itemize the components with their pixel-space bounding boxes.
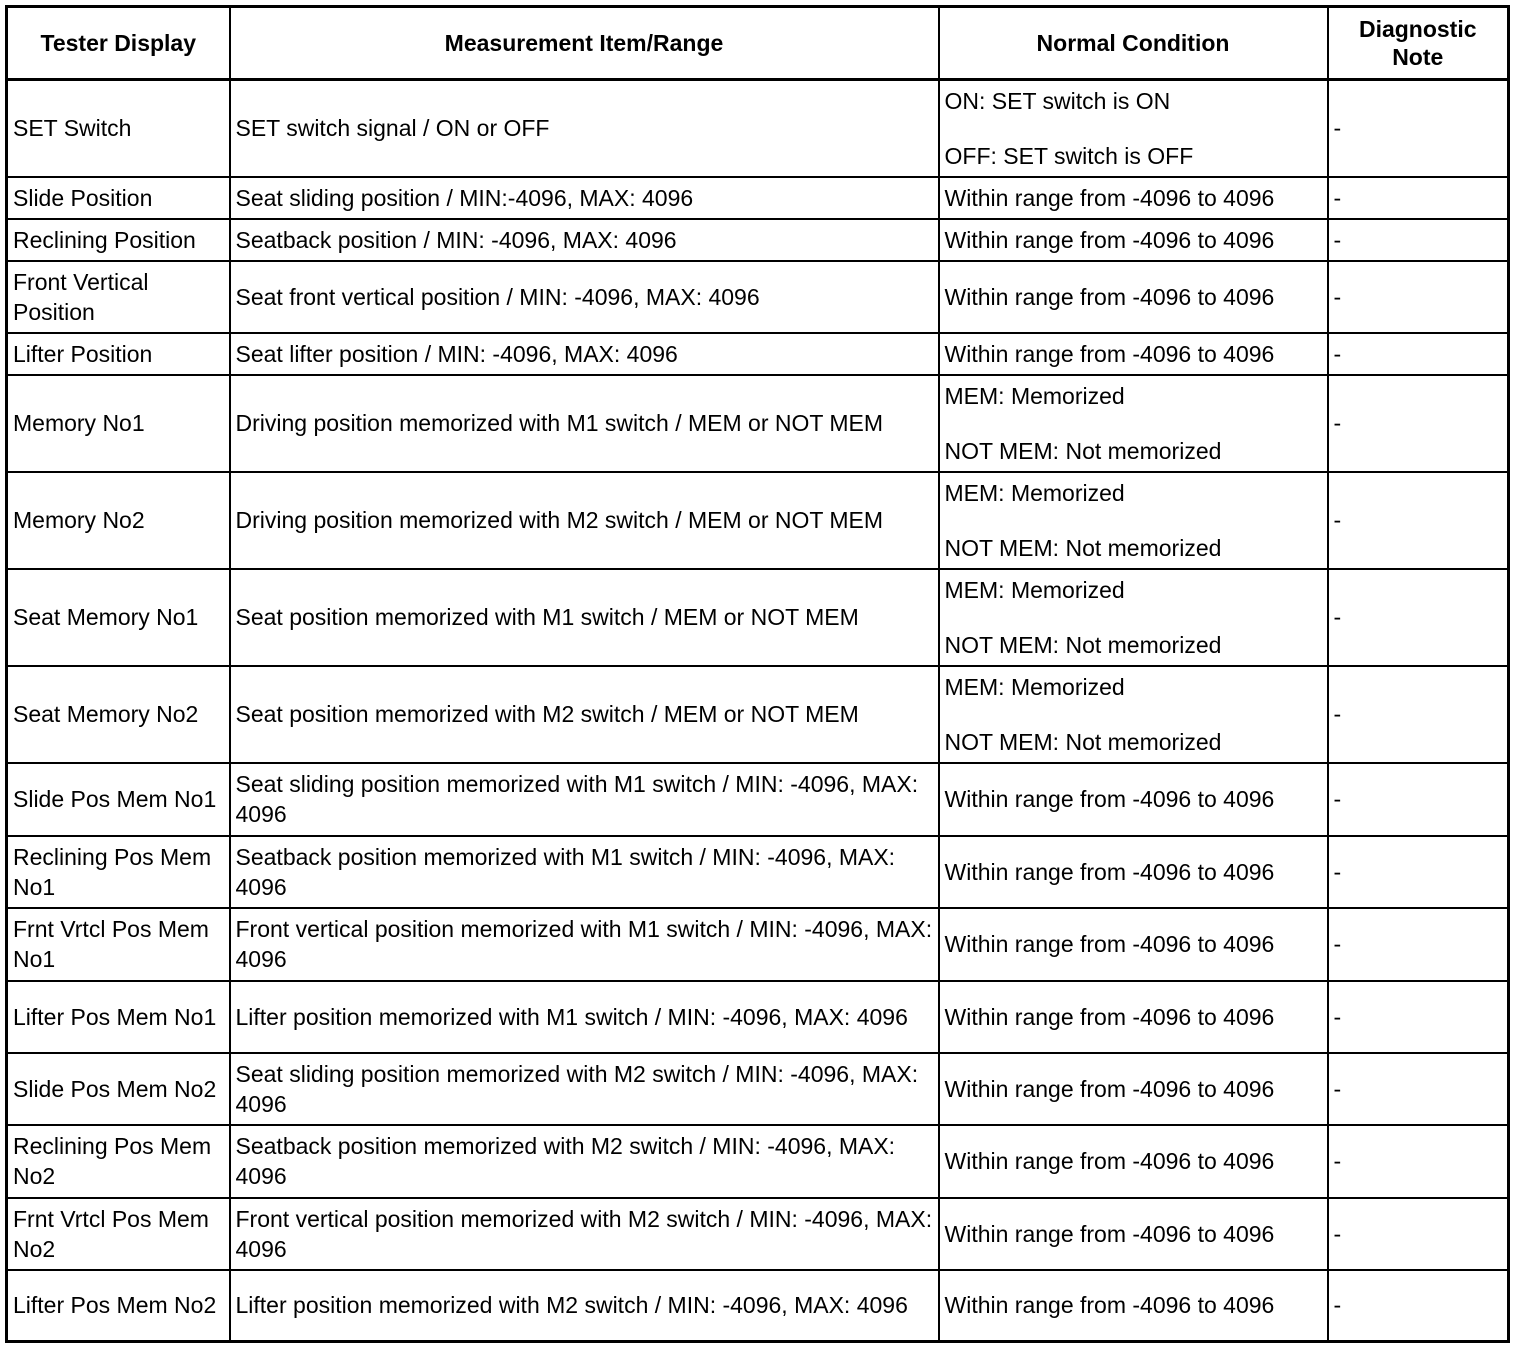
header-diagnostic-note: Diagnostic Note xyxy=(1328,7,1509,80)
normal-condition-cell xyxy=(939,836,1328,908)
measurement-cell: Front vertical position memorized with M2 switch / MIN: -4096, MAX: 4096 xyxy=(230,1198,939,1270)
condition-line: MEM: Memorized xyxy=(944,382,1125,409)
measurement-cell: Seat sliding position memorized with M1 switch / MIN: -4096, MAX: 4096 xyxy=(230,763,939,836)
header-measurement: Measurement Item/Range xyxy=(230,7,939,80)
table-row xyxy=(7,1125,1509,1198)
condition-line: Within range from -4096 to 4096 xyxy=(944,858,1275,885)
table-row xyxy=(7,80,1509,177)
condition-line: Within range from -4096 to 4096 xyxy=(944,786,1275,812)
condition-line: MEM: Memorized xyxy=(944,479,1125,506)
header-normal-condition: Normal Condition xyxy=(939,7,1328,80)
normal-condition-cell xyxy=(939,981,1328,1053)
table-row xyxy=(7,472,1509,569)
condition-line: Within range from -4096 to 4096 xyxy=(944,184,1275,211)
tester-display-cell: Lifter Pos Mem No2 xyxy=(7,1270,230,1342)
condition-line: ON: SET switch is ON xyxy=(944,87,1171,114)
measurement-cell: Driving position memorized with M1 switch / MEM or NOT MEM xyxy=(230,375,939,472)
table-row xyxy=(7,261,1509,333)
normal-condition-cell xyxy=(939,177,1328,219)
condition-line: MEM: Memorized xyxy=(944,576,1125,603)
diagnostic-note-cell: - xyxy=(1328,1053,1509,1125)
normal-condition-cell xyxy=(939,375,1328,472)
diagnostic-note-cell: - xyxy=(1328,1270,1509,1342)
diagnostic-note-cell: - xyxy=(1328,666,1509,763)
normal-condition-cell xyxy=(939,1198,1328,1270)
normal-condition-cell xyxy=(939,666,1328,763)
condition-line: NOT MEM: Not memorized xyxy=(944,534,1222,561)
condition-line: Within range from -4096 to 4096 xyxy=(944,1220,1275,1247)
table-row xyxy=(7,177,1509,219)
condition-spacer xyxy=(945,508,1322,533)
header-row xyxy=(7,7,1509,80)
condition-line: Within range from -4096 to 4096 xyxy=(944,340,1275,367)
condition-spacer xyxy=(945,411,1322,436)
diagnostic-note-cell: - xyxy=(1328,375,1509,472)
condition-line: Within range from -4096 to 4096 xyxy=(944,1148,1275,1174)
diagnostic-note-cell: - xyxy=(1328,1125,1509,1198)
measurement-cell: SET switch signal / ON or OFF xyxy=(230,80,939,177)
diagnostic-note-cell: - xyxy=(1328,836,1509,908)
measurement-cell: Seatback position memorized with M1 switch / MIN: -4096, MAX: 4096 xyxy=(230,836,939,908)
diagnostic-note-cell: - xyxy=(1328,763,1509,836)
data-list-table xyxy=(5,5,1510,1343)
tester-display-cell: Lifter Position xyxy=(7,333,230,375)
normal-condition-cell xyxy=(939,1125,1328,1198)
table-row xyxy=(7,219,1509,261)
diagnostic-note-cell: - xyxy=(1328,219,1509,261)
tester-display-cell: Reclining Position xyxy=(7,219,230,261)
table-row xyxy=(7,1270,1509,1342)
tester-display-cell: Front Vertical Position xyxy=(7,261,230,333)
tester-display-cell: Lifter Pos Mem No1 xyxy=(7,981,230,1053)
diagnostic-note-cell: - xyxy=(1328,1198,1509,1270)
normal-condition-cell xyxy=(939,1270,1328,1342)
table-row xyxy=(7,1053,1509,1125)
diagnostic-note-cell: - xyxy=(1328,981,1509,1053)
table-row xyxy=(7,375,1509,472)
condition-line: Within range from -4096 to 4096 xyxy=(944,283,1275,310)
header-tester-display: Tester Display xyxy=(7,7,230,80)
tester-display-cell: Slide Pos Mem No1 xyxy=(7,763,230,836)
tester-display-cell: Slide Pos Mem No2 xyxy=(7,1053,230,1125)
normal-condition-cell xyxy=(939,472,1328,569)
condition-line: Within range from -4096 to 4096 xyxy=(944,1075,1275,1102)
condition-line: Within range from -4096 to 4096 xyxy=(944,1292,1275,1319)
measurement-cell: Seat position memorized with M2 switch / MEM or NOT MEM xyxy=(230,666,939,763)
condition-line: MEM: Memorized xyxy=(944,673,1125,700)
tester-display-cell: Memory No1 xyxy=(7,375,230,472)
normal-condition-cell xyxy=(939,763,1328,836)
measurement-cell: Lifter position memorized with M2 switch / MIN: -4096, MAX: 4096 xyxy=(230,1270,939,1342)
condition-line: NOT MEM: Not memorized xyxy=(944,631,1222,658)
table-row xyxy=(7,333,1509,375)
measurement-cell: Seat lifter position / MIN: -4096, MAX: 4096 xyxy=(230,333,939,375)
normal-condition-cell xyxy=(939,333,1328,375)
normal-condition-cell xyxy=(939,569,1328,666)
measurement-cell: Seat sliding position / MIN:-4096, MAX: 4096 xyxy=(230,177,939,219)
table-row xyxy=(7,981,1509,1053)
diagnostic-note-cell: - xyxy=(1328,908,1509,981)
diagnostic-note-cell: - xyxy=(1328,472,1509,569)
normal-condition-cell xyxy=(939,80,1328,177)
condition-line: NOT MEM: Not memorized xyxy=(944,437,1222,464)
tester-display-cell: Frnt Vrtcl Pos Mem No2 xyxy=(7,1198,230,1270)
condition-line: OFF: SET switch is OFF xyxy=(944,142,1194,169)
measurement-cell: Seatback position memorized with M2 switch / MIN: -4096, MAX: 4096 xyxy=(230,1125,939,1198)
condition-spacer xyxy=(945,116,1322,141)
condition-line: Within range from -4096 to 4096 xyxy=(944,1003,1275,1030)
condition-line: NOT MEM: Not memorized xyxy=(944,728,1222,755)
tester-display-cell: Reclining Pos Mem No1 xyxy=(7,836,230,908)
measurement-cell: Seatback position / MIN: -4096, MAX: 4096 xyxy=(230,219,939,261)
measurement-cell: Seat front vertical position / MIN: -4096, MAX: 4096 xyxy=(230,261,939,333)
tester-display-cell: Seat Memory No1 xyxy=(7,569,230,666)
tester-display-cell: Slide Position xyxy=(7,177,230,219)
diagnostic-note-cell: - xyxy=(1328,80,1509,177)
table-row xyxy=(7,666,1509,763)
table-row xyxy=(7,836,1509,908)
measurement-cell: Seat sliding position memorized with M2 switch / MIN: -4096, MAX: 4096 xyxy=(230,1053,939,1125)
measurement-cell: Front vertical position memorized with M1 switch / MIN: -4096, MAX: 4096 xyxy=(230,908,939,981)
condition-line: Within range from -4096 to 4096 xyxy=(944,226,1275,253)
tester-display-cell: Reclining Pos Mem No2 xyxy=(7,1125,230,1198)
normal-condition-cell xyxy=(939,1053,1328,1125)
condition-line: Within range from -4096 to 4096 xyxy=(944,931,1275,957)
condition-spacer xyxy=(945,605,1322,630)
diagnostic-note-cell: - xyxy=(1328,261,1509,333)
table-row xyxy=(7,908,1509,981)
condition-spacer xyxy=(945,702,1322,727)
diagnostic-note-cell: - xyxy=(1328,569,1509,666)
measurement-cell: Lifter position memorized with M1 switch / MIN: -4096, MAX: 4096 xyxy=(230,981,939,1053)
table-row xyxy=(7,1198,1509,1270)
diagnostic-note-cell: - xyxy=(1328,333,1509,375)
normal-condition-cell xyxy=(939,219,1328,261)
normal-condition-cell xyxy=(939,908,1328,981)
tester-display-cell: SET Switch xyxy=(7,80,230,177)
table-row xyxy=(7,569,1509,666)
tester-display-cell: Frnt Vrtcl Pos Mem No1 xyxy=(7,908,230,981)
normal-condition-cell xyxy=(939,261,1328,333)
measurement-cell: Driving position memorized with M2 switch / MEM or NOT MEM xyxy=(230,472,939,569)
table-row xyxy=(7,763,1509,836)
measurement-cell: Seat position memorized with M1 switch / MEM or NOT MEM xyxy=(230,569,939,666)
tester-display-cell: Memory No2 xyxy=(7,472,230,569)
diagnostic-note-cell: - xyxy=(1328,177,1509,219)
tester-display-cell: Seat Memory No2 xyxy=(7,666,230,763)
